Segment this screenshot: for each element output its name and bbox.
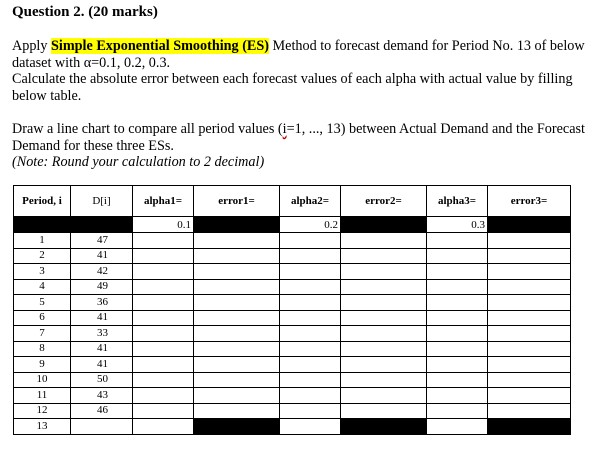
table-row xyxy=(14,248,571,264)
demand-cell: 33 xyxy=(71,326,133,342)
table-row xyxy=(14,295,571,311)
error3-cell[interactable] xyxy=(488,326,571,342)
error3-cell[interactable] xyxy=(488,279,571,295)
error1-cell[interactable] xyxy=(194,310,280,326)
error3-cell[interactable] xyxy=(488,403,571,419)
table-row xyxy=(14,264,571,280)
table-row xyxy=(14,233,571,249)
error1-cell[interactable] xyxy=(194,264,280,280)
question-title: Question 2. (20 marks) xyxy=(12,4,158,20)
alpha1-forecast-cell[interactable] xyxy=(133,326,194,342)
error2-cell[interactable] xyxy=(341,248,427,264)
error2-cell[interactable] xyxy=(341,326,427,342)
alpha1-forecast-cell[interactable] xyxy=(133,388,194,404)
instruction-paragraph-2 xyxy=(12,121,592,171)
blacked-cell xyxy=(341,419,427,435)
alpha2-forecast-cell[interactable] xyxy=(280,403,341,419)
alpha3-forecast-cell[interactable] xyxy=(427,388,488,404)
error3-cell[interactable] xyxy=(488,233,571,249)
error1-cell[interactable] xyxy=(194,326,280,342)
alpha1-forecast-cell[interactable] xyxy=(133,419,194,435)
demand-cell: 41 xyxy=(71,341,133,357)
alpha2-forecast-cell[interactable] xyxy=(280,388,341,404)
index-variable: i xyxy=(282,121,287,137)
alpha3-forecast-cell[interactable] xyxy=(427,372,488,388)
alpha1-forecast-cell[interactable] xyxy=(133,310,194,326)
header-error1: error1= xyxy=(194,186,280,217)
alpha2-forecast-cell[interactable] xyxy=(280,248,341,264)
alpha-value-row xyxy=(14,217,571,233)
alpha3-forecast-cell[interactable] xyxy=(427,357,488,373)
alpha2-forecast-cell[interactable] xyxy=(280,264,341,280)
alpha2-forecast-cell[interactable] xyxy=(280,326,341,342)
alpha1-forecast-cell[interactable] xyxy=(133,403,194,419)
alpha2-value[interactable]: 0.2 xyxy=(280,217,341,233)
error2-cell[interactable] xyxy=(341,310,427,326)
alpha1-forecast-cell[interactable] xyxy=(133,264,194,280)
error2-cell[interactable] xyxy=(341,372,427,388)
demand-cell: 41 xyxy=(71,310,133,326)
error3-cell[interactable] xyxy=(488,357,571,373)
error3-cell[interactable] xyxy=(488,388,571,404)
instruction-text: =1, ..., 13) between Actual Demand and the Forecast Demand for these three ESs. xyxy=(12,121,585,154)
instruction-text: Method to forecast demand for Period No. 13 of below dataset with α=0.1, 0.2, 0.3. xyxy=(12,38,585,71)
table-row xyxy=(14,326,571,342)
header-alpha2: alpha2= xyxy=(280,186,341,217)
table-row xyxy=(14,419,571,435)
alpha2-forecast-cell[interactable] xyxy=(280,279,341,295)
period-cell: 9 xyxy=(14,357,71,373)
table-row xyxy=(14,372,571,388)
table-row xyxy=(14,341,571,357)
error3-cell[interactable] xyxy=(488,372,571,388)
error1-cell[interactable] xyxy=(194,233,280,249)
error2-cell[interactable] xyxy=(341,341,427,357)
alpha3-forecast-cell[interactable] xyxy=(427,248,488,264)
header-period: Period, i xyxy=(14,186,71,217)
error3-cell[interactable] xyxy=(488,310,571,326)
alpha1-forecast-cell[interactable] xyxy=(133,279,194,295)
table-header-row xyxy=(14,186,571,217)
header-alpha1: alpha1= xyxy=(133,186,194,217)
alpha3-forecast-cell[interactable] xyxy=(427,310,488,326)
error1-cell[interactable] xyxy=(194,295,280,311)
blacked-cell xyxy=(194,217,280,233)
header-demand: D[i] xyxy=(71,186,133,217)
error2-cell[interactable] xyxy=(341,279,427,295)
alpha3-forecast-cell[interactable] xyxy=(427,341,488,357)
table-row xyxy=(14,388,571,404)
header-error3: error3= xyxy=(488,186,571,217)
alpha2-forecast-cell[interactable] xyxy=(280,310,341,326)
error2-cell[interactable] xyxy=(341,264,427,280)
error2-cell[interactable] xyxy=(341,403,427,419)
alpha2-forecast-cell[interactable] xyxy=(280,233,341,249)
error1-cell[interactable] xyxy=(194,341,280,357)
demand-cell xyxy=(71,419,133,435)
period-cell: 8 xyxy=(14,341,71,357)
error3-cell[interactable] xyxy=(488,341,571,357)
error2-cell[interactable] xyxy=(341,357,427,373)
demand-cell: 41 xyxy=(71,248,133,264)
error3-cell[interactable] xyxy=(488,248,571,264)
demand-cell: 47 xyxy=(71,233,133,249)
demand-cell: 50 xyxy=(71,372,133,388)
alpha2-forecast-cell[interactable] xyxy=(280,372,341,388)
period-cell: 4 xyxy=(14,279,71,295)
alpha3-value[interactable]: 0.3 xyxy=(427,217,488,233)
demand-cell: 42 xyxy=(71,264,133,280)
period-cell: 12 xyxy=(14,403,71,419)
alpha3-forecast-cell[interactable] xyxy=(427,326,488,342)
alpha1-forecast-cell[interactable] xyxy=(133,233,194,249)
period-cell: 11 xyxy=(14,388,71,404)
alpha2-forecast-cell[interactable] xyxy=(280,419,341,435)
error2-cell[interactable] xyxy=(341,295,427,311)
table-row xyxy=(14,279,571,295)
instruction-text: Calculate the absolute error between each forecast values of each alpha with actual value by filling below table. xyxy=(12,71,573,104)
blacked-cell xyxy=(194,419,280,435)
alpha3-forecast-cell[interactable] xyxy=(427,264,488,280)
blacked-cell xyxy=(71,217,133,233)
alpha1-forecast-cell[interactable] xyxy=(133,372,194,388)
alpha3-forecast-cell[interactable] xyxy=(427,295,488,311)
demand-cell: 46 xyxy=(71,403,133,419)
alpha1-forecast-cell[interactable] xyxy=(133,341,194,357)
error1-cell[interactable] xyxy=(194,279,280,295)
period-cell: 3 xyxy=(14,264,71,280)
alpha3-forecast-cell[interactable] xyxy=(427,403,488,419)
period-cell: 7 xyxy=(14,326,71,342)
demand-cell: 43 xyxy=(71,388,133,404)
blacked-cell xyxy=(488,217,571,233)
forecast-table xyxy=(13,185,571,435)
alpha1-value[interactable]: 0.1 xyxy=(133,217,194,233)
period-cell: 13 xyxy=(14,419,71,435)
blacked-cell xyxy=(14,217,71,233)
highlighted-method: Simple Exponential Smoothing (ES) xyxy=(51,38,269,54)
period-cell: 1 xyxy=(14,233,71,249)
error1-cell[interactable] xyxy=(194,403,280,419)
rounding-note: (Note: Round your calculation to 2 decimal) xyxy=(12,154,265,170)
error3-cell[interactable] xyxy=(488,264,571,280)
demand-cell: 49 xyxy=(71,279,133,295)
alpha3-forecast-cell[interactable] xyxy=(427,279,488,295)
alpha2-forecast-cell[interactable] xyxy=(280,357,341,373)
period-cell: 5 xyxy=(14,295,71,311)
alpha1-forecast-cell[interactable] xyxy=(133,295,194,311)
error1-cell[interactable] xyxy=(194,372,280,388)
error1-cell[interactable] xyxy=(194,388,280,404)
alpha2-forecast-cell[interactable] xyxy=(280,341,341,357)
demand-cell: 36 xyxy=(71,295,133,311)
header-alpha3: alpha3= xyxy=(427,186,488,217)
period-cell: 10 xyxy=(14,372,71,388)
instruction-text: Apply xyxy=(12,38,52,54)
error1-cell[interactable] xyxy=(194,357,280,373)
alpha3-forecast-cell[interactable] xyxy=(427,419,488,435)
alpha3-forecast-cell[interactable] xyxy=(427,233,488,249)
blacked-cell xyxy=(341,217,427,233)
blacked-cell xyxy=(488,419,571,435)
alpha1-forecast-cell[interactable] xyxy=(133,357,194,373)
instruction-text: Draw a line chart to compare all period values ( xyxy=(12,121,283,137)
table-row xyxy=(14,403,571,419)
table-row xyxy=(14,357,571,373)
period-cell: 2 xyxy=(14,248,71,264)
alpha2-forecast-cell[interactable] xyxy=(280,295,341,311)
instruction-paragraph-1 xyxy=(12,38,592,104)
header-error2: error2= xyxy=(341,186,427,217)
table-row xyxy=(14,310,571,326)
error1-cell[interactable] xyxy=(194,248,280,264)
error2-cell[interactable] xyxy=(341,388,427,404)
period-cell: 6 xyxy=(14,310,71,326)
error3-cell[interactable] xyxy=(488,295,571,311)
error2-cell[interactable] xyxy=(341,233,427,249)
alpha1-forecast-cell[interactable] xyxy=(133,248,194,264)
demand-cell: 41 xyxy=(71,357,133,373)
